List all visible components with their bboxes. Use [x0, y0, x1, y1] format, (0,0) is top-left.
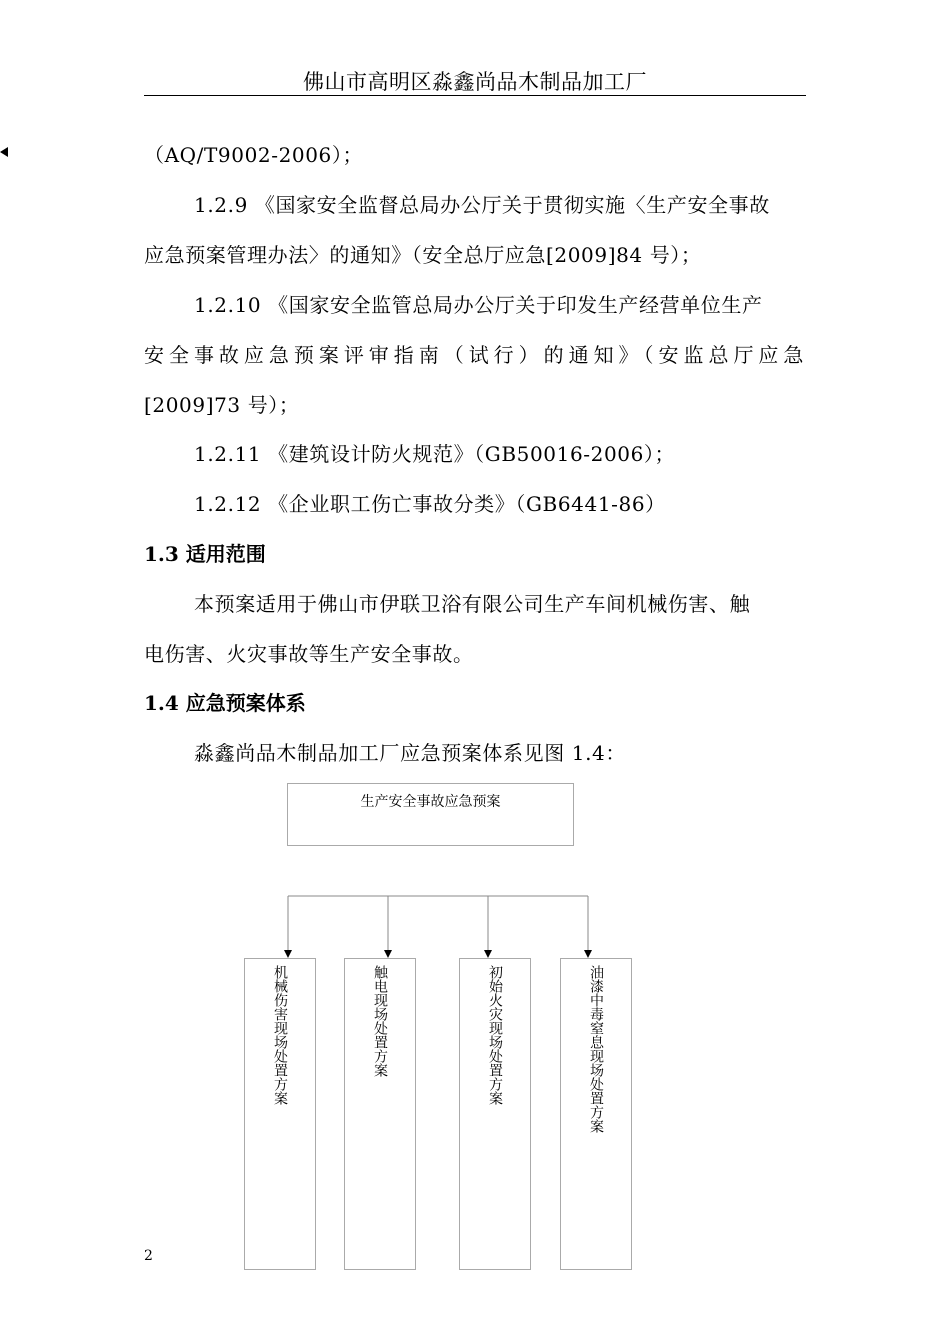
section-heading-1-3: 1.3 适用范围	[144, 542, 266, 566]
margin-marker-icon	[0, 147, 8, 157]
body-line: 淼鑫尚品木制品加工厂应急预案体系见图 1.4：	[194, 741, 626, 765]
body-line: 电伤害、火灾事故等生产安全事故。	[144, 642, 474, 666]
diagram-child-label: 触电现场处置方案	[372, 965, 388, 1077]
body-line: 应急预案管理办法〉的通知》（安全总厅应急[2009]84 号）；	[144, 243, 702, 267]
body-line: 1.2.12 《企业职工伤亡事故分类》（GB6441-86）	[194, 492, 666, 516]
diagram-child-label: 机械伤害现场处置方案	[272, 965, 288, 1105]
page-header-title: 佛山市高明区淼鑫尚品木制品加工厂	[303, 70, 647, 94]
body-line: 1.2.11 《建筑设计防火规范》（GB50016-2006）；	[194, 442, 676, 466]
diagram-child-label: 初始火灾现场处置方案	[487, 965, 503, 1105]
body-line: （AQ/T9002-2006）；	[144, 143, 364, 167]
section-heading-1-4: 1.4 应急预案体系	[144, 691, 306, 715]
body-line: [2009]73 号）；	[144, 393, 300, 417]
body-line: 安全事故应急预案评审指南（试行）的通知》（安监总厅应急	[144, 343, 804, 367]
diagram-top-label: 生产安全事故应急预案	[360, 794, 501, 810]
body-line: 1.2.9 《国家安全监督总局办公厅关于贯彻实施〈生产安全事故	[194, 193, 770, 217]
page-number: 2	[144, 1248, 153, 1264]
body-line: 1.2.10 《国家安全监管总局办公厅关于印发生产经营单位生产	[194, 293, 763, 317]
header-rule	[144, 95, 806, 96]
diagram-child-label: 油漆中毒窒息现场处置方案	[588, 965, 604, 1133]
body-line: 本预案适用于佛山市伊联卫浴有限公司生产车间机械伤害、触	[194, 592, 751, 616]
